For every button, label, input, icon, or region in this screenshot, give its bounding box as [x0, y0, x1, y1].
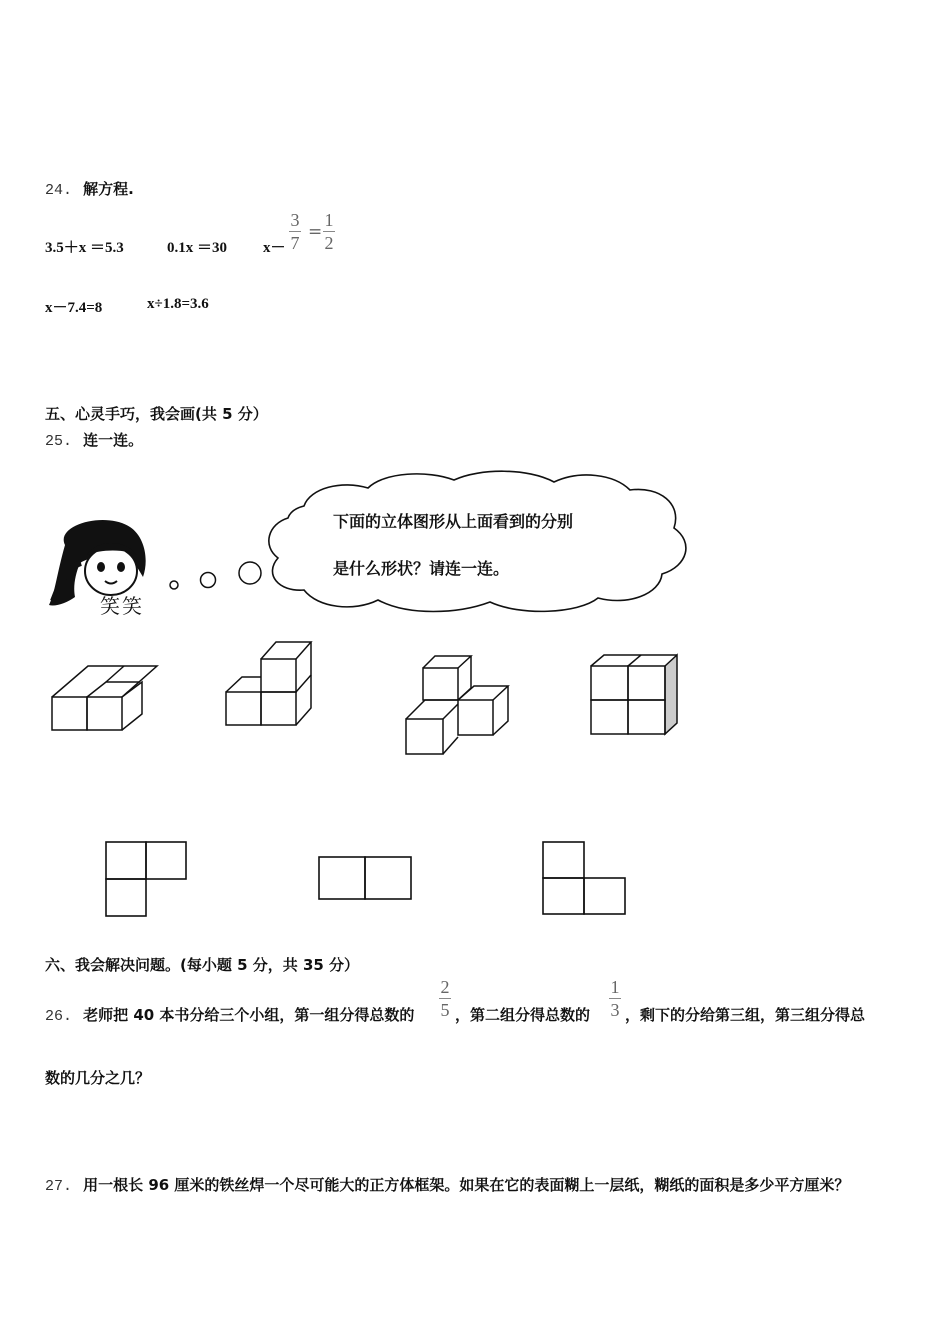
cloud-bubble [258, 468, 698, 618]
bubble-line-1: 下面的立体图形从上面看到的分别 [333, 512, 574, 531]
top-view-shape-3 [541, 840, 631, 920]
q25-number: 25. [45, 433, 73, 450]
q26-line-1 [45, 1004, 414, 1025]
equation-3-equals: = [308, 222, 323, 242]
q24-title: 解方程. [83, 180, 134, 198]
q26-line-2: 数的几分之几？ [45, 1069, 151, 1087]
q24-heading [45, 178, 134, 199]
solid-figure-4 [588, 652, 688, 742]
equation-3-prefix: x－ [263, 240, 286, 256]
solid-figure-3 [403, 652, 523, 762]
fraction-numerator: 1 [324, 210, 334, 230]
q26-fraction-1 [439, 976, 451, 1021]
q24-number: 24. [45, 182, 73, 199]
fraction-numerator: 1 [610, 977, 620, 997]
equation-4: x－7.4=8 [45, 300, 103, 316]
fraction-numerator: 2 [440, 977, 450, 997]
fraction-numerator: 3 [290, 210, 300, 230]
section-5-title: 五、心灵手巧，我会画(共 5 分） [45, 405, 268, 423]
top-view-shape-1 [104, 840, 189, 920]
equation-3-fraction-2 [323, 209, 335, 254]
q26-text-part-1: 老师把 40 本书分给三个小组，第一组分得总数的 [83, 1006, 415, 1024]
q27-line [45, 1174, 849, 1195]
bubble-line-2: 是什么形状？请连一连。 [333, 559, 510, 578]
top-view-shape-2 [317, 855, 417, 903]
q26-fraction-2 [609, 976, 621, 1021]
equation-1: 3.5＋x ＝5.3 [45, 240, 124, 256]
q27-text: 用一根长 96 厘米的铁丝焊一个尽可能大的正方体框架。如果在它的表面糊上一层纸，糊纸的面积是多少平方厘米？ [83, 1176, 850, 1194]
q26-number: 26. [45, 1008, 73, 1025]
q26-text-part-2: ，第二组分得总数的 [455, 1006, 591, 1024]
q25-title: 连一连。 [83, 431, 144, 449]
section-6-title: 六、我会解决问题。(每小题 5 分，共 35 分） [45, 956, 360, 974]
fraction-denominator: 5 [440, 1000, 450, 1020]
thought-bubbles [165, 560, 265, 600]
q27-number: 27. [45, 1178, 73, 1195]
fraction-denominator: 7 [290, 233, 300, 253]
q26-text-part-3: ，剩下的分给第三组，第三组分得总 [625, 1006, 866, 1024]
fraction-denominator: 3 [610, 1000, 620, 1020]
solid-figure-1 [50, 662, 160, 742]
girl-caption: 笑笑 [100, 594, 144, 618]
equation-5: x÷1.8=3.6 [147, 296, 209, 312]
equation-2: 0.1x ＝30 [167, 240, 228, 256]
q25-heading [45, 429, 143, 450]
fraction-denominator: 2 [324, 233, 334, 253]
solid-figure-2 [224, 638, 324, 738]
equation-3-fraction-1 [289, 209, 301, 254]
